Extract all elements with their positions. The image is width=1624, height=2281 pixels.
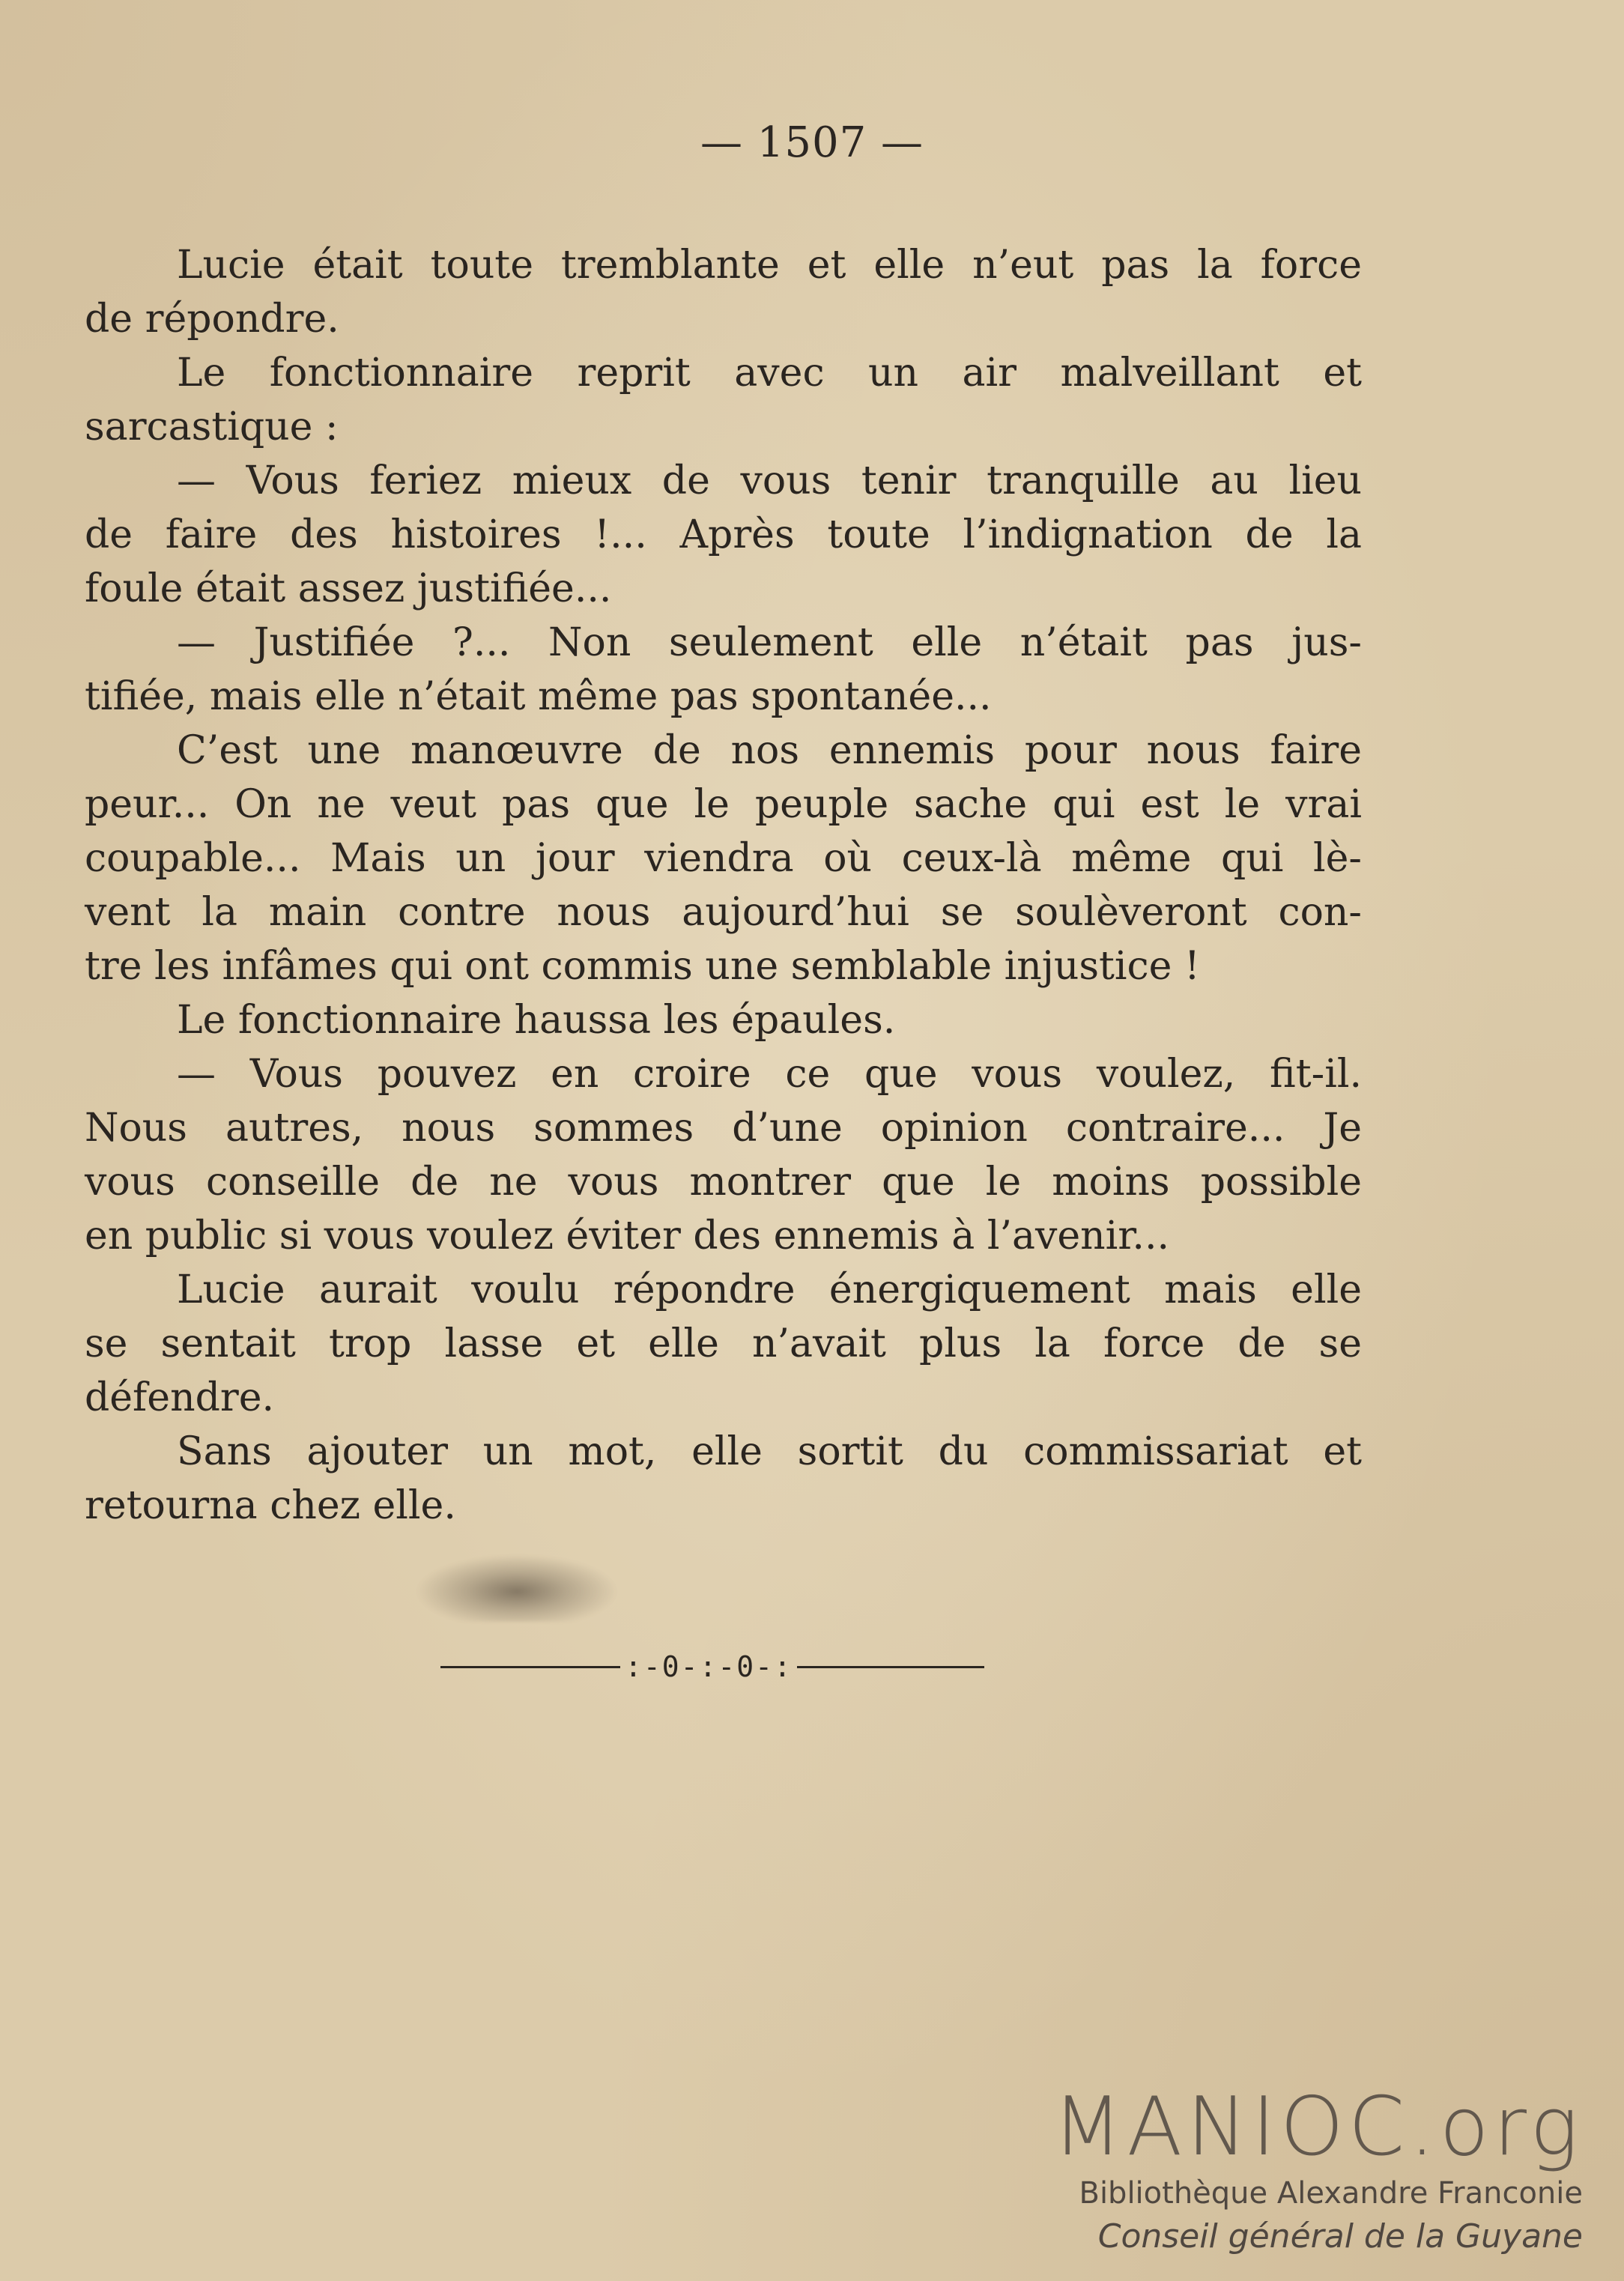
watermark-library: Bibliothèque Alexandre Franconie: [1079, 2176, 1583, 2211]
text-line: — Vous pouvez en croire ce que vous voulez, fit-il.: [177, 1052, 1362, 1097]
text-line: Le fonctionnaire haussa les épaules.: [177, 998, 896, 1043]
text-line: Sans ajouter un mot, elle sortit du commissariat et: [177, 1429, 1362, 1474]
text-line: C’est une manœuvre de nos ennemis pour nous faire: [177, 728, 1362, 773]
text-line: de faire des histoires !... Après toute l’indignation de la: [85, 512, 1362, 557]
text-line: de répondre.: [85, 297, 339, 342]
text-line: vous conseille de ne vous montrer que le moins possible: [85, 1160, 1362, 1205]
text-line: Lucie aurait voulu répondre énergiquement mais elle: [177, 1267, 1362, 1312]
watermark-council: Conseil général de la Guyane: [1097, 2217, 1583, 2256]
text-line: Le fonctionnaire reprit avec un air malveillant et: [177, 351, 1362, 396]
text-line: vent la main contre nous aujourd’hui se soulèveront con-: [85, 890, 1362, 935]
text-line: peur... On ne veut pas que le peuple sache qui est le vrai: [85, 782, 1362, 827]
text-line: foule était assez justifiée...: [85, 566, 612, 611]
ornament-rule-right: [797, 1666, 984, 1668]
ornament-rule-left: [440, 1666, 620, 1668]
body-text: [85, 238, 1362, 1533]
watermark-logo: MANIOC.org: [1052, 2080, 1583, 2174]
page-number: — 1507 —: [700, 118, 924, 167]
text-line: Nous autres, nous sommes d’une opinion contraire... Je: [85, 1106, 1362, 1151]
text-line: coupable... Mais un jour viendra où ceux-là même qui lè-: [85, 836, 1362, 881]
text-line: tifiée, mais elle n’était même pas spontanée...: [85, 674, 992, 719]
text-line: sarcastique :: [85, 405, 339, 449]
text-line: — Justifiée ?... Non seulement elle n’était pas jus-: [177, 620, 1362, 665]
text-line: se sentait trop lasse et elle n’avait plus la force de se: [85, 1321, 1362, 1366]
ornament-glyphs: :-0-:-0-:: [625, 1650, 793, 1683]
text-line: tre les infâmes qui ont commis une semblable injustice !: [85, 944, 1200, 989]
text-line: Lucie était toute tremblante et elle n’eut pas la force: [177, 243, 1362, 288]
text-line: en public si vous voulez éviter des ennemis à l’avenir...: [85, 1214, 1170, 1258]
text-line: — Vous feriez mieux de vous tenir tranquille au lieu: [177, 458, 1362, 503]
text-line: défendre.: [85, 1375, 275, 1420]
section-ornament: [440, 1644, 1011, 1689]
ink-smudge: [416, 1554, 618, 1622]
text-line: retourna chez elle.: [85, 1483, 456, 1528]
watermark: [1014, 2082, 1583, 2259]
